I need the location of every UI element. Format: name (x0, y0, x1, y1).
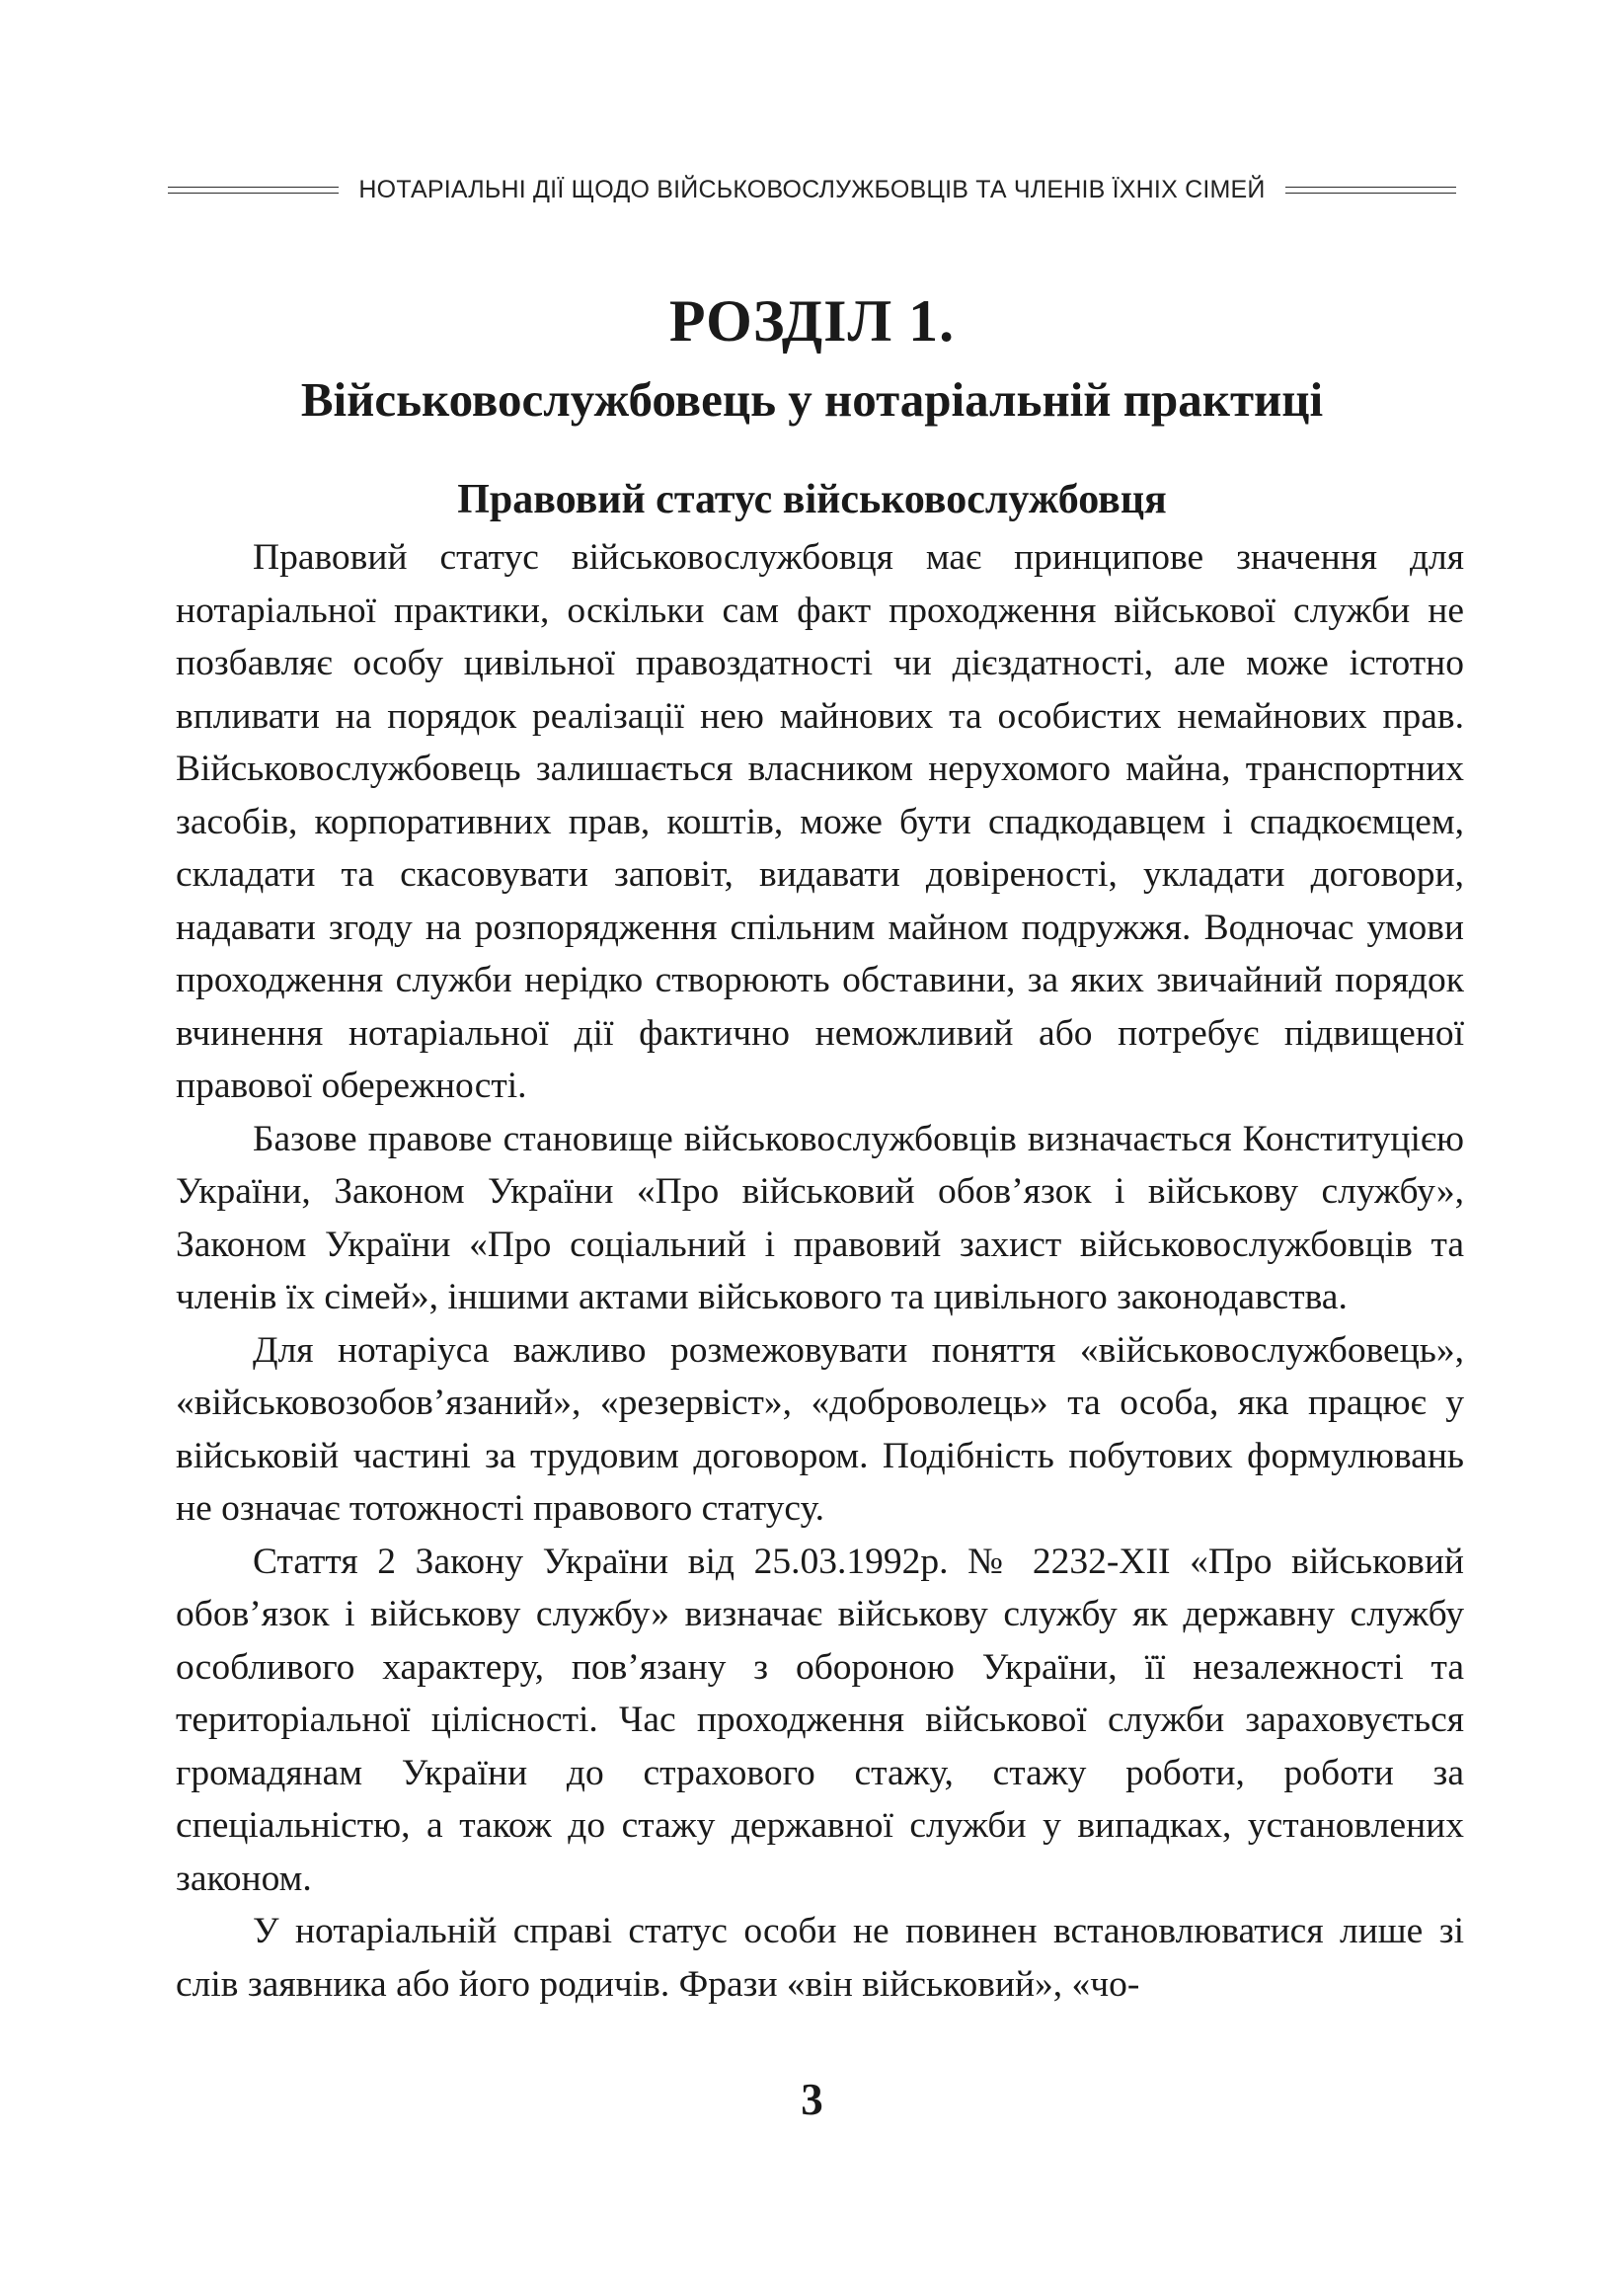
page-number: 3 (801, 2075, 823, 2124)
running-header-text: НОТАРІАЛЬНІ ДІЇ ЩОДО ВІЙСЬКОВОСЛУЖБОВЦІВ ТА ЧЛЕНІВ ЇХНІХ СІМЕЙ (358, 176, 1266, 203)
running-header (168, 176, 1456, 204)
paragraph: Правовий статус військовослужбовця має принципове значення для нотаріальної практики, оскільки сам факт проходження військової служби не позбавляє особу цивільної правоздатності чи дієздатності, але може істотно впливати на порядок реалізації нею майнових та особистих немайнових прав. Військовослужбовець залишається власником нерухомого майна, транспортних засобів, корпоративних прав, коштів, може бути спадкодавцем і спадкоємцем, складати та скасовувати заповіт, видавати довіреності, укладати договори, надавати згоду на розпорядження спільним майном подружжя. Водночас умови проходження служби нерідко створюють обставини, за яких звичайний порядок вчинення нотаріальної дії фактично неможливий або потребує підвищеної правової обережності. (176, 537, 1464, 1106)
section-title: Правовий статус військовослужбовця (457, 477, 1167, 522)
header-rule-right (1285, 187, 1456, 194)
body-text (176, 531, 1464, 2011)
chapter-title: Військовослужбовець у нотаріальній практиці (300, 372, 1324, 427)
chapter-heading (168, 281, 1456, 439)
paragraph: Базове правове становище військовослужбовців визначається Конституцією України, Законом України «Про військовий обов’язок і військову службу», Законом України «Про соціальний і правовий захист військовослужбовців та членів їх сімей», іншими актами військового та цивільного законодавства. (176, 1118, 1464, 1317)
chapter-number: РОЗДІЛ 1. (668, 288, 956, 354)
paragraph: У нотаріальній справі статус особи не повинен встановлюватися лише зі слів заявника або його родичів. Фрази «він військовий», «чо- (176, 1911, 1464, 2005)
paragraph: Стаття 2 Закону України від 25.03.1992р. № 2232-XII «Про військовий обов’язок і військову службу» визначає військову службу як державну службу особливого характеру, пов’язану з обороною України, її незалежності та територіальної цілісності. Час проходження військової служби зараховується громадянам України до страхового стажу, стажу роботи, роботи за спеціальністю, а також до стажу державної служби у випадках, установлених законом. (176, 1541, 1464, 1899)
paragraph: Для нотаріуса важливо розмежовувати поняття «військовослужбовець», «військовозобов’язаний», «резервіст», «доброволець» та особа, яка працює у військовій частині за трудовим договором. Подібність побутових формулювань не означає тотожності правового статусу. (176, 1329, 1464, 1529)
header-rule-left (168, 187, 339, 194)
